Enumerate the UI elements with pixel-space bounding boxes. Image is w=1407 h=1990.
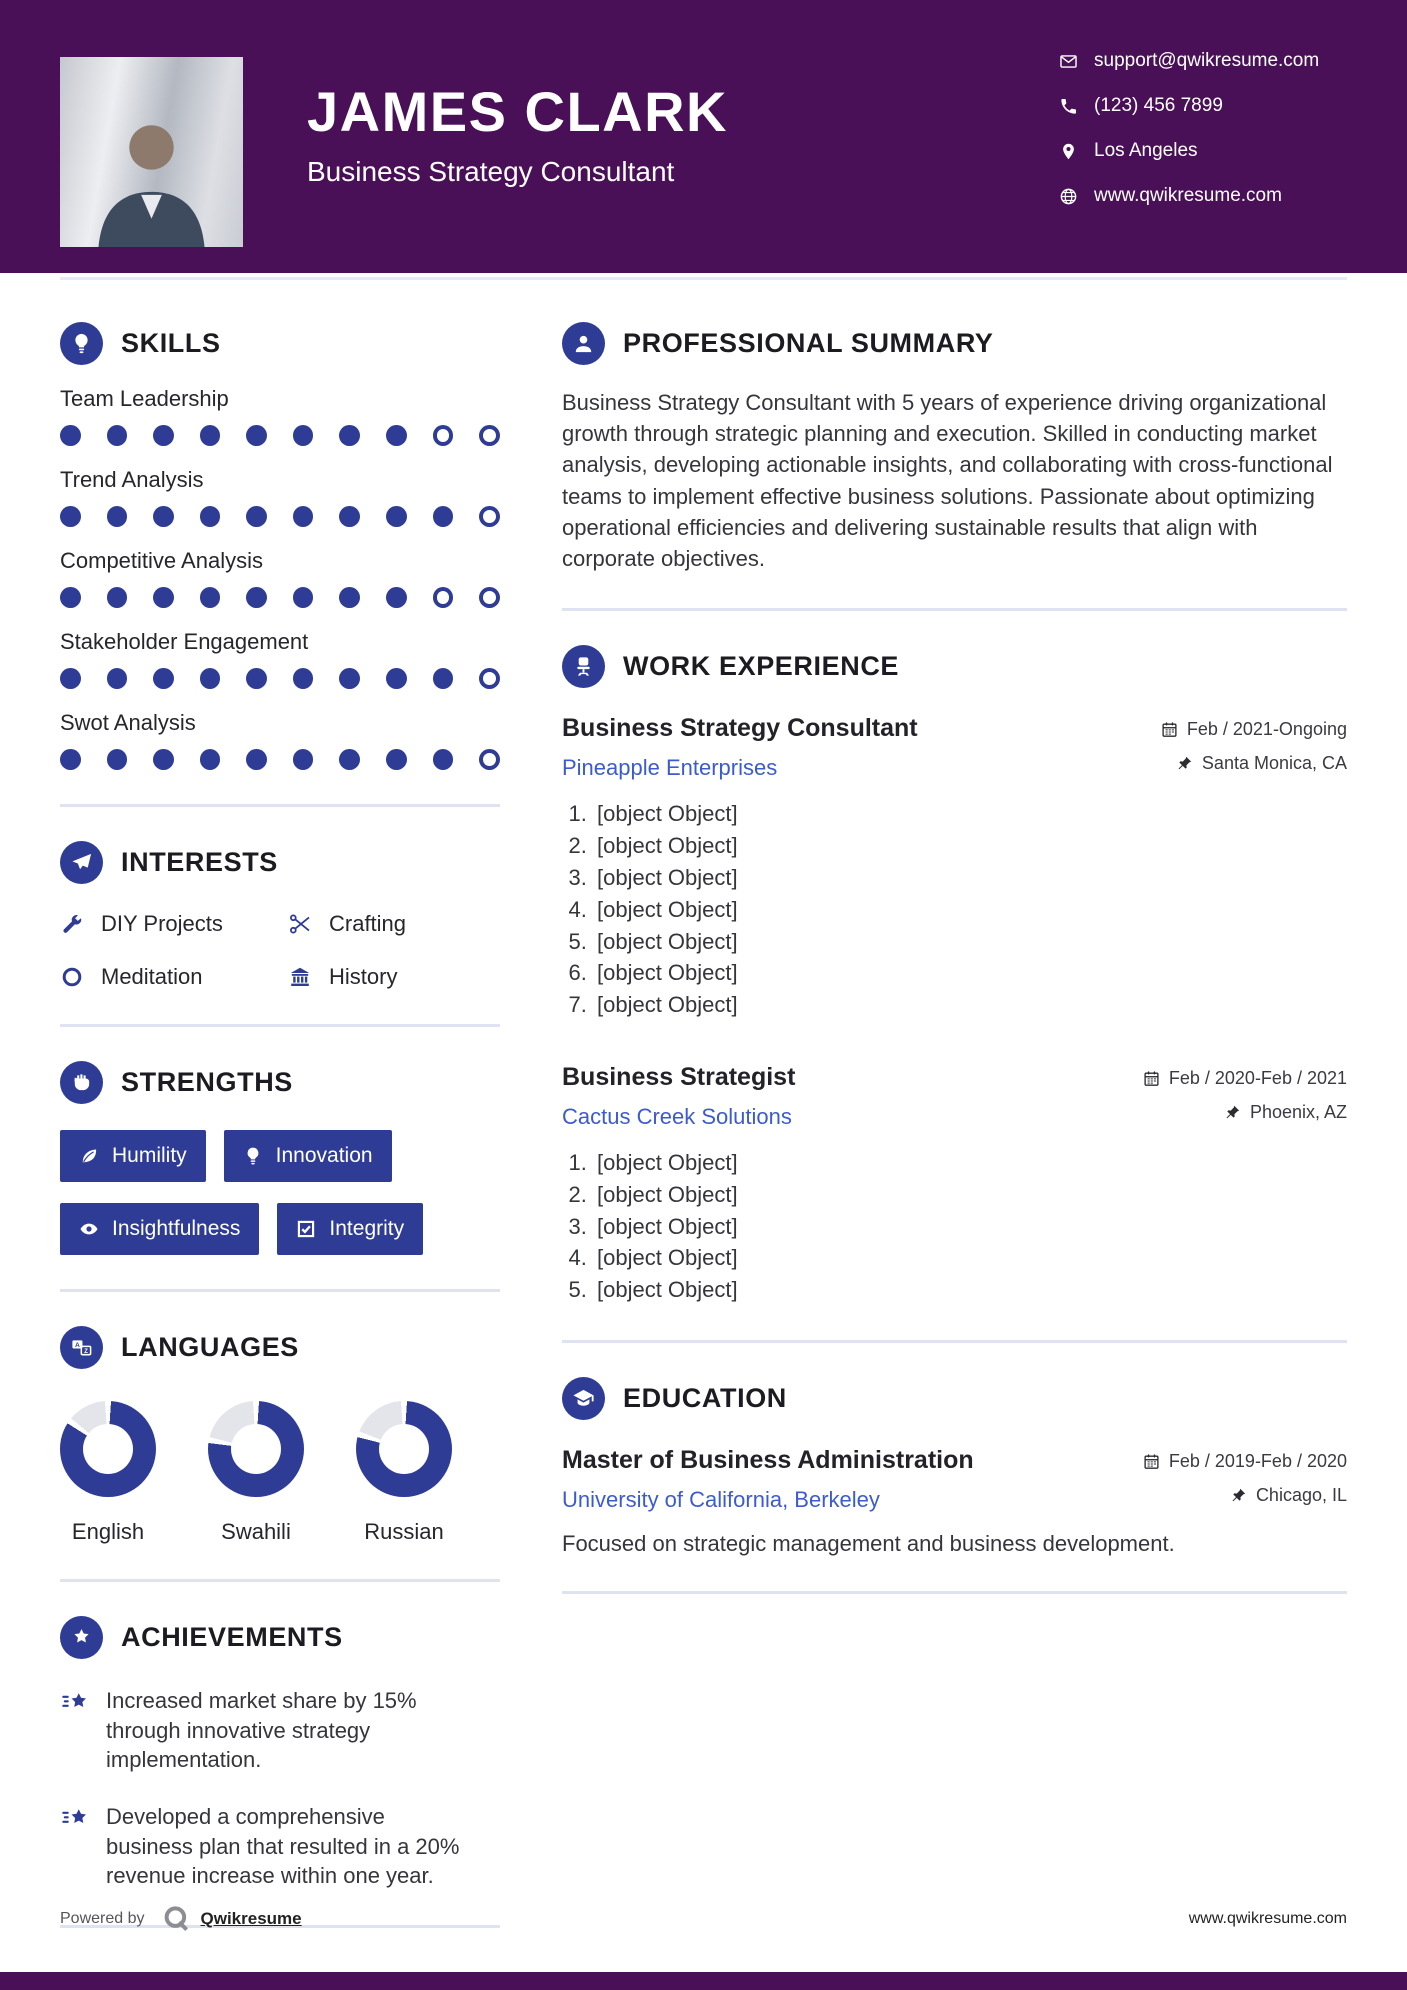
person-name: JAMES CLARK <box>307 80 728 143</box>
school-link[interactable]: University of California, Berkeley <box>562 1486 880 1512</box>
section-languages <box>60 1326 500 1545</box>
job-location-text: Santa Monica, CA <box>1201 753 1347 774</box>
strength-label: Humility <box>112 1144 187 1167</box>
skill-dot-filled <box>153 425 174 446</box>
leaf-icon <box>79 1146 99 1166</box>
bulb-icon <box>243 1146 263 1166</box>
main-divider <box>562 1591 1347 1594</box>
skill-dot-filled <box>200 425 221 446</box>
skill-item <box>60 386 500 446</box>
skill-item <box>60 629 500 689</box>
strength-chip <box>224 1130 392 1182</box>
skill-dot-filled <box>246 749 267 770</box>
languages-list <box>60 1401 500 1545</box>
job-title: Business Strategy Consultant <box>562 714 918 743</box>
scissors-icon <box>288 912 312 936</box>
section-strengths <box>60 1061 500 1255</box>
header-banner <box>0 0 1407 273</box>
skill-dot-filled <box>246 668 267 689</box>
job-meta <box>1161 714 1347 774</box>
job-entry <box>562 714 1347 1021</box>
strength-label: Innovation <box>275 1144 373 1167</box>
language-item <box>60 1401 156 1545</box>
skill-dot-filled <box>339 668 360 689</box>
skills-header <box>60 322 500 365</box>
job-head <box>562 1063 1347 1130</box>
skill-label: Swot Analysis <box>60 710 196 735</box>
skill-label: Stakeholder Engagement <box>60 629 309 654</box>
main-column <box>562 316 1347 1928</box>
contact-row[interactable] <box>1059 140 1347 162</box>
job-bullet: 1. [object Object] <box>593 799 1347 830</box>
skills-heading: SKILLS <box>121 328 221 358</box>
ring-icon <box>60 965 84 989</box>
interest-item <box>60 964 288 990</box>
skill-dot-filled <box>200 506 221 527</box>
job-bullet: 3. [object Object] <box>593 1212 1347 1243</box>
education-dates <box>1143 1451 1347 1472</box>
skills-list <box>60 386 500 770</box>
skill-dot-filled <box>386 425 407 446</box>
skill-dot-empty <box>479 506 500 527</box>
skills-badge <box>60 322 103 365</box>
graduation-cap-icon <box>572 1387 595 1410</box>
education-entry <box>562 1446 1347 1557</box>
skill-dot-filled <box>293 425 314 446</box>
job-bullet: 2. [object Object] <box>593 1180 1347 1211</box>
skill-dot-filled <box>339 749 360 770</box>
language-item <box>356 1401 452 1545</box>
education-badge <box>562 1377 605 1420</box>
skill-dot-filled <box>60 425 81 446</box>
education-heading: EDUCATION <box>623 1382 787 1413</box>
skill-dot-empty <box>479 587 500 608</box>
job-title: Business Strategist <box>562 1062 796 1091</box>
skill-dot-filled <box>200 668 221 689</box>
pushpin-icon <box>1230 1487 1247 1504</box>
interest-label: Meditation <box>101 964 203 989</box>
interest-item <box>60 911 288 937</box>
strength-chip <box>60 1203 259 1255</box>
strengths-badge <box>60 1061 103 1104</box>
job-entry <box>562 1063 1347 1306</box>
job-bullet: 6. [object Object] <box>593 958 1347 989</box>
skill-dot-empty <box>433 587 454 608</box>
company-link[interactable]: Pineapple Enterprises <box>562 755 778 781</box>
language-item <box>208 1401 304 1545</box>
main-divider <box>562 1340 1347 1343</box>
skill-dot-filled <box>246 587 267 608</box>
sidebar-column <box>60 316 500 1928</box>
skill-dot-filled <box>153 506 174 527</box>
skill-dot-empty <box>479 668 500 689</box>
translate-icon <box>70 1336 93 1359</box>
skill-label: Trend Analysis <box>60 467 204 492</box>
skill-dot-filled <box>200 749 221 770</box>
skill-dot-filled <box>107 425 128 446</box>
contact-text: (123) 456 7899 <box>1094 95 1223 116</box>
location-icon <box>1059 142 1078 161</box>
checkbox-icon <box>296 1219 316 1239</box>
education-location <box>1230 1485 1347 1506</box>
job-dates <box>1161 719 1347 740</box>
achievements-badge <box>60 1616 103 1659</box>
degree-title: Master of Business Administration <box>562 1445 974 1474</box>
contact-row[interactable] <box>1059 50 1347 72</box>
sidebar-divider <box>60 1024 500 1027</box>
job-location <box>1224 1102 1347 1123</box>
strength-chip <box>277 1203 423 1255</box>
job-bullet: 3. [object Object] <box>593 863 1347 894</box>
language-donut-chart <box>60 1401 156 1497</box>
job-bullet: 1. [object Object] <box>593 1148 1347 1179</box>
skill-item <box>60 710 500 770</box>
skill-item <box>60 548 500 608</box>
contact-text: Los Angeles <box>1094 140 1198 161</box>
job-head <box>562 714 1347 781</box>
skill-dot-filled <box>386 587 407 608</box>
calendar-icon <box>1143 1070 1160 1087</box>
job-bullets <box>562 799 1347 1021</box>
eye-icon <box>79 1219 99 1239</box>
sidebar-divider <box>60 1579 500 1582</box>
skill-dot-empty <box>433 425 454 446</box>
footer <box>60 1904 1347 1934</box>
contact-row[interactable] <box>1059 95 1347 117</box>
summary-badge <box>562 322 605 365</box>
shooting-star-icon <box>60 1804 90 1834</box>
medal-icon <box>70 1626 93 1649</box>
job-location-text: Phoenix, AZ <box>1249 1101 1347 1122</box>
section-summary <box>562 322 1347 574</box>
envelope-icon <box>1059 52 1078 71</box>
job-bullet: 4. [object Object] <box>593 1243 1347 1274</box>
paper-plane-icon <box>70 851 93 874</box>
skill-rating <box>60 668 500 689</box>
skill-label: Team Leadership <box>60 386 229 411</box>
achievement-text: Developed a comprehensive business plan that resulted in a 20% revenue increase within one year. <box>106 1804 460 1889</box>
person-icon <box>572 332 595 355</box>
job-bullet: 5. [object Object] <box>593 927 1347 958</box>
language-label: Swahili <box>221 1519 291 1544</box>
language-donut-chart <box>208 1401 304 1497</box>
job-dates-text: Feb / 2021-Ongoing <box>1186 719 1347 740</box>
languages-header <box>60 1326 500 1369</box>
summary-header <box>562 322 1347 365</box>
skill-dot-empty <box>479 749 500 770</box>
skill-rating <box>60 749 500 770</box>
strength-label: Integrity <box>329 1217 405 1240</box>
pushpin-icon <box>1176 755 1193 772</box>
skill-rating <box>60 425 500 446</box>
skill-dot-filled <box>293 749 314 770</box>
skill-dot-filled <box>246 506 267 527</box>
work-header <box>562 645 1347 688</box>
skill-dot-empty <box>479 425 500 446</box>
skill-rating <box>60 506 500 527</box>
phone-icon <box>1059 97 1078 116</box>
skill-dot-filled <box>293 506 314 527</box>
interest-label: History <box>329 964 398 989</box>
contact-text: www.qwikresume.com <box>1094 185 1282 206</box>
skill-dot-filled <box>60 506 81 527</box>
job-dates-text: Feb / 2020-Feb / 2021 <box>1168 1067 1347 1088</box>
job-location <box>1176 753 1347 774</box>
languages-badge <box>60 1326 103 1369</box>
interest-label: DIY Projects <box>101 911 223 936</box>
skill-dot-filled <box>107 506 128 527</box>
contact-list <box>1059 50 1347 273</box>
powered-by-text: Powered by <box>60 1910 145 1927</box>
section-education <box>562 1377 1347 1557</box>
office-chair-icon <box>572 655 595 678</box>
strengths-header <box>60 1061 500 1104</box>
bank-icon <box>288 965 312 989</box>
summary-text: Business Strategy Consultant with 5 years of experience driving organizational growth through strategic planning and execution. Skilled in conducting market analysis, developing actionable insights, and collaborating with cross-functional teams to implement effective business solutions. Passionate about optimizing operational efficiencies and delivering sustainable results that align with corporate objectives. <box>562 390 1333 572</box>
interest-item <box>288 911 500 937</box>
work-heading: WORK EXPERIENCE <box>623 651 900 682</box>
skill-dot-filled <box>60 749 81 770</box>
strength-chip <box>60 1130 206 1182</box>
main-divider <box>562 608 1347 611</box>
achievement-item <box>60 1802 500 1891</box>
skill-dot-filled <box>246 425 267 446</box>
contact-row[interactable] <box>1059 185 1347 207</box>
education-dates-text: Feb / 2019-Feb / 2020 <box>1168 1450 1347 1471</box>
qwikresume-logo-icon <box>161 1904 191 1934</box>
job-bullet: 2. [object Object] <box>593 831 1347 862</box>
bulb-icon <box>70 332 93 355</box>
interests-list <box>60 911 500 990</box>
skill-label: Competitive Analysis <box>60 548 263 573</box>
interest-label: Crafting <box>329 911 407 936</box>
achievement-item <box>60 1686 500 1775</box>
profile-photo <box>60 57 243 247</box>
strength-label: Insightfulness <box>112 1217 241 1240</box>
skill-rating <box>60 587 500 608</box>
education-header <box>562 1377 1347 1420</box>
skill-dot-filled <box>433 749 454 770</box>
job-bullet: 4. [object Object] <box>593 895 1347 926</box>
skill-dot-filled <box>433 506 454 527</box>
interests-heading: INTERESTS <box>121 847 278 877</box>
summary-heading: PROFESSIONAL SUMMARY <box>623 328 994 358</box>
achievement-text: Increased market share by 15% through innovative strategy implementation. <box>106 1688 417 1773</box>
photo-placeholder-silhouette <box>60 103 243 247</box>
skill-dot-filled <box>153 587 174 608</box>
skill-dot-filled <box>107 668 128 689</box>
globe-icon <box>1059 187 1078 206</box>
interests-header <box>60 841 500 884</box>
qwikresume-link[interactable]: Qwikresume <box>200 1909 302 1928</box>
skill-dot-filled <box>293 668 314 689</box>
language-label: English <box>71 1519 145 1544</box>
person-role: Business Strategy Consultant <box>307 156 675 187</box>
job-dates <box>1143 1068 1347 1089</box>
skill-item <box>60 467 500 527</box>
contact-text: support@qwikresume.com <box>1094 50 1320 71</box>
job-meta <box>1143 1063 1347 1123</box>
education-note: Focused on strategic management and business development. <box>562 1530 1175 1556</box>
skill-dot-filled <box>293 587 314 608</box>
section-skills <box>60 322 500 770</box>
calendar-icon <box>1143 1453 1160 1470</box>
strengths-heading: STRENGTHS <box>121 1067 293 1097</box>
skill-dot-filled <box>386 668 407 689</box>
education-head <box>562 1446 1347 1513</box>
skill-dot-filled <box>386 749 407 770</box>
skill-dot-filled <box>386 506 407 527</box>
skill-dot-filled <box>339 587 360 608</box>
footer-bar <box>0 1972 1407 1990</box>
skill-dot-filled <box>60 587 81 608</box>
job-bullet: 7. [object Object] <box>593 990 1347 1021</box>
skill-dot-filled <box>107 749 128 770</box>
interest-item <box>288 964 500 990</box>
skill-dot-filled <box>107 587 128 608</box>
pushpin-icon <box>1224 1104 1241 1121</box>
education-meta <box>1143 1446 1347 1506</box>
achievements-heading: ACHIEVEMENTS <box>121 1622 343 1652</box>
fist-icon <box>70 1071 93 1094</box>
wrench-icon <box>60 912 84 936</box>
shooting-star-icon <box>60 1688 90 1718</box>
skill-dot-filled <box>153 668 174 689</box>
company-link[interactable]: Cactus Creek Solutions <box>562 1103 792 1129</box>
skill-dot-filled <box>153 749 174 770</box>
education-title-block <box>562 1446 974 1513</box>
sidebar-divider <box>60 1289 500 1292</box>
interests-badge <box>60 841 103 884</box>
job-bullet: 5. [object Object] <box>593 1275 1347 1306</box>
skill-dot-filled <box>200 587 221 608</box>
skill-dot-filled <box>433 668 454 689</box>
job-bullets <box>562 1148 1347 1306</box>
job-title-block <box>562 1063 795 1130</box>
language-donut-chart <box>356 1401 452 1497</box>
skill-dot-filled <box>339 425 360 446</box>
work-badge <box>562 645 605 688</box>
language-label: Russian <box>364 1519 444 1544</box>
jobs-list <box>562 714 1347 1306</box>
section-work <box>562 645 1347 1306</box>
achievements-header <box>60 1616 500 1659</box>
content-columns <box>0 280 1407 1928</box>
section-interests <box>60 841 500 990</box>
footer-site-url[interactable]: www.qwikresume.com <box>1188 1910 1347 1927</box>
job-title-block <box>562 714 918 781</box>
skill-dot-filled <box>339 506 360 527</box>
achievements-list <box>60 1686 500 1891</box>
education-location-text: Chicago, IL <box>1255 1484 1347 1505</box>
section-achievements <box>60 1616 500 1891</box>
languages-heading: LANGUAGES <box>121 1332 299 1362</box>
identity-block <box>307 80 728 273</box>
calendar-icon <box>1161 721 1178 738</box>
skill-dot-filled <box>60 668 81 689</box>
strengths-list <box>60 1130 485 1255</box>
sidebar-divider <box>60 804 500 807</box>
